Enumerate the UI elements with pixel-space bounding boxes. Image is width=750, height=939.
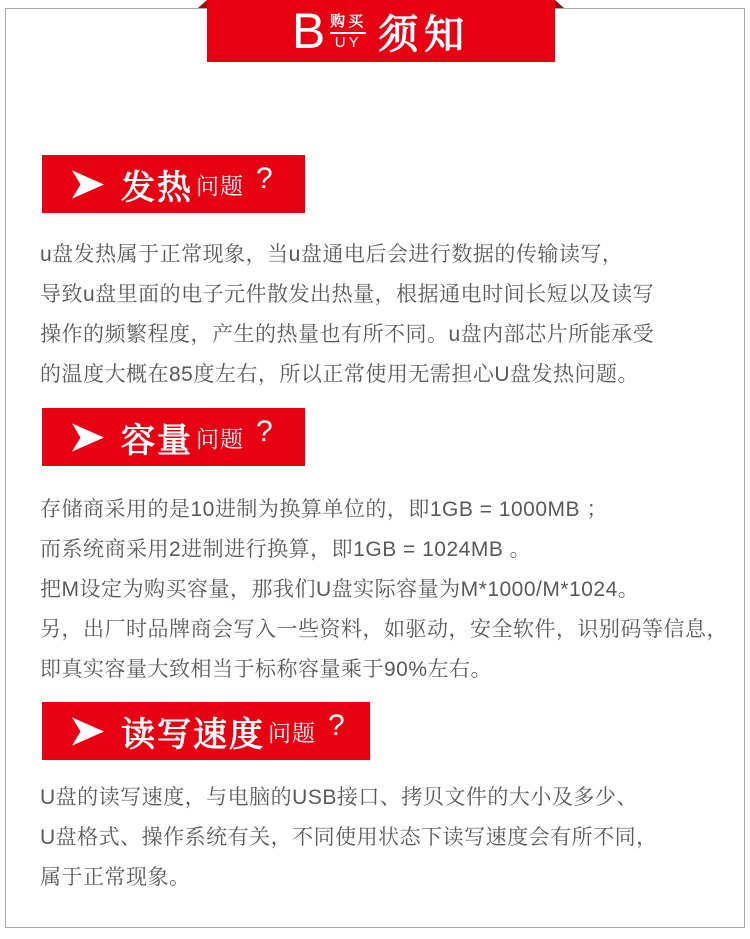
section-body-speed xyxy=(40,778,730,898)
section-header-speed xyxy=(42,702,370,760)
banner-stack xyxy=(330,14,366,51)
text-line: 操作的频繁程度，产生的热量也有所不同。u盘内部芯片所能承受 xyxy=(40,323,655,346)
section-header-heat xyxy=(42,155,305,213)
section-title-suffix: 问题 xyxy=(196,172,244,199)
arrow-icon xyxy=(72,717,104,746)
section-body-capacity xyxy=(40,490,730,690)
question-mark: ? xyxy=(256,162,273,195)
banner-stack-bottom: UY xyxy=(334,33,362,51)
text-line: 而系统商采用2进制进行换算，即1GB = 1024MB 。 xyxy=(40,538,532,561)
text-line: U盘的读写速度，与电脑的USB接口、拷贝文件的大小及多少、 xyxy=(40,786,638,809)
text-line: 的温度大概在85度左右，所以正常使用无需担心U盘发热问题。 xyxy=(40,363,640,386)
section-header-capacity xyxy=(42,408,305,466)
text-line: 即真实容量大致相当于标称容量乘于90%左右。 xyxy=(40,658,493,681)
text-line: u盘发热属于正常现象，当u盘通电后会进行数据的传输读写， xyxy=(40,243,624,266)
banner-logo xyxy=(292,3,470,60)
text-line: U盘格式、操作系统有关，不同使用状态下读写速度会有所不同， xyxy=(40,826,658,849)
banner-title: 须知 xyxy=(378,12,471,57)
question-mark: ? xyxy=(256,415,273,448)
section-title-suffix: 问题 xyxy=(196,425,244,452)
ribbon-fold-right-icon xyxy=(555,0,564,8)
arrow-icon xyxy=(72,170,104,199)
section-title: 发热 xyxy=(121,168,193,207)
ribbon-fold-left-icon xyxy=(198,0,207,8)
question-mark: ? xyxy=(328,709,345,742)
header-banner xyxy=(207,0,555,62)
text-line: 属于正常现象。 xyxy=(40,866,191,889)
text-line: 另，出厂时品牌商会写入一些资料，如驱动，安全软件，识别码等信息， xyxy=(40,618,728,641)
section-title-suffix: 问题 xyxy=(268,719,316,746)
text-line: 导致u盘里面的电子元件散发出热量，根据通电时间长短以及读写 xyxy=(40,283,655,306)
section-title: 容量 xyxy=(121,421,193,460)
text-line: 存储商采用的是10进制为换算单位的，即1GB = 1000MB ； xyxy=(40,498,608,521)
banner-letter-b: B xyxy=(291,3,326,59)
text-line: 把M设定为购买容量，那我们U盘实际容量为M*1000/M*1024。 xyxy=(40,578,640,601)
section-title: 读写速度 xyxy=(121,715,265,754)
arrow-icon xyxy=(72,423,104,452)
section-body-heat xyxy=(40,235,730,395)
banner-stack-top: 购买 xyxy=(330,14,366,34)
